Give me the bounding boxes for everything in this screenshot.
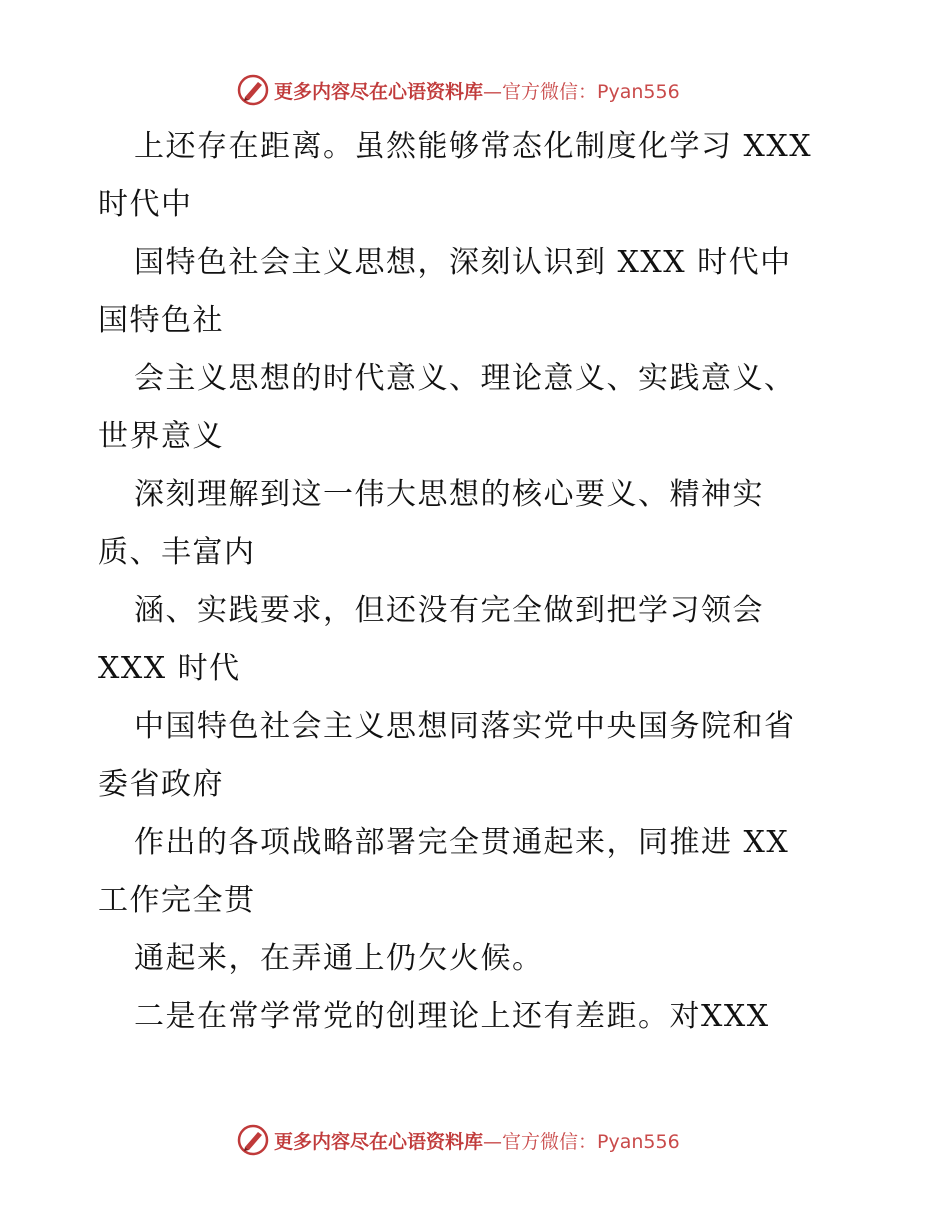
body-line: 委省政府	[98, 767, 224, 802]
pen-logo-icon	[236, 1123, 270, 1157]
body-line: 通起来，在弄通上仍欠火候。	[134, 941, 544, 976]
footer-watermark	[236, 1122, 680, 1158]
header-watermark	[236, 72, 680, 108]
body-line: 涵、实践要求，但还没有完全做到把学习领会	[134, 593, 764, 628]
body-line: 上还存在距离。虽然能够常态化制度化学习 XXX	[134, 129, 813, 164]
body-line: 深刻理解到这一伟大思想的核心要义、精神实	[134, 477, 764, 512]
body-line: 质、丰富内	[98, 535, 256, 570]
body-line: 工作完全贯	[98, 883, 256, 918]
pen-logo-icon	[236, 73, 270, 107]
watermark-wechat-text: —官方微信：Pyan556	[483, 1130, 680, 1153]
body-line: 会主义思想的时代意义、理论意义、实践意义、	[134, 361, 796, 396]
body-line: 时代中	[98, 187, 193, 222]
watermark-brand-text: 更多内容尽在心语资料库	[274, 80, 484, 103]
body-line: 中国特色社会主义思想同落实党中央国务院和省	[134, 709, 796, 744]
body-line: 二是在常学常党的创理论上还有差距。对XXX	[134, 999, 770, 1034]
body-line: 世界意义	[98, 419, 224, 454]
watermark-wechat-text: —官方微信：Pyan556	[483, 80, 680, 103]
body-line: 国特色社会主义思想，深刻认识到 XXX 时代中	[134, 245, 792, 280]
body-line: XXX 时代	[98, 651, 241, 686]
body-line: 作出的各项战略部署完全贯通起来，同推进 XX	[134, 825, 790, 860]
body-line: 国特色社	[98, 303, 224, 338]
watermark-brand-text: 更多内容尽在心语资料库	[274, 1130, 484, 1153]
